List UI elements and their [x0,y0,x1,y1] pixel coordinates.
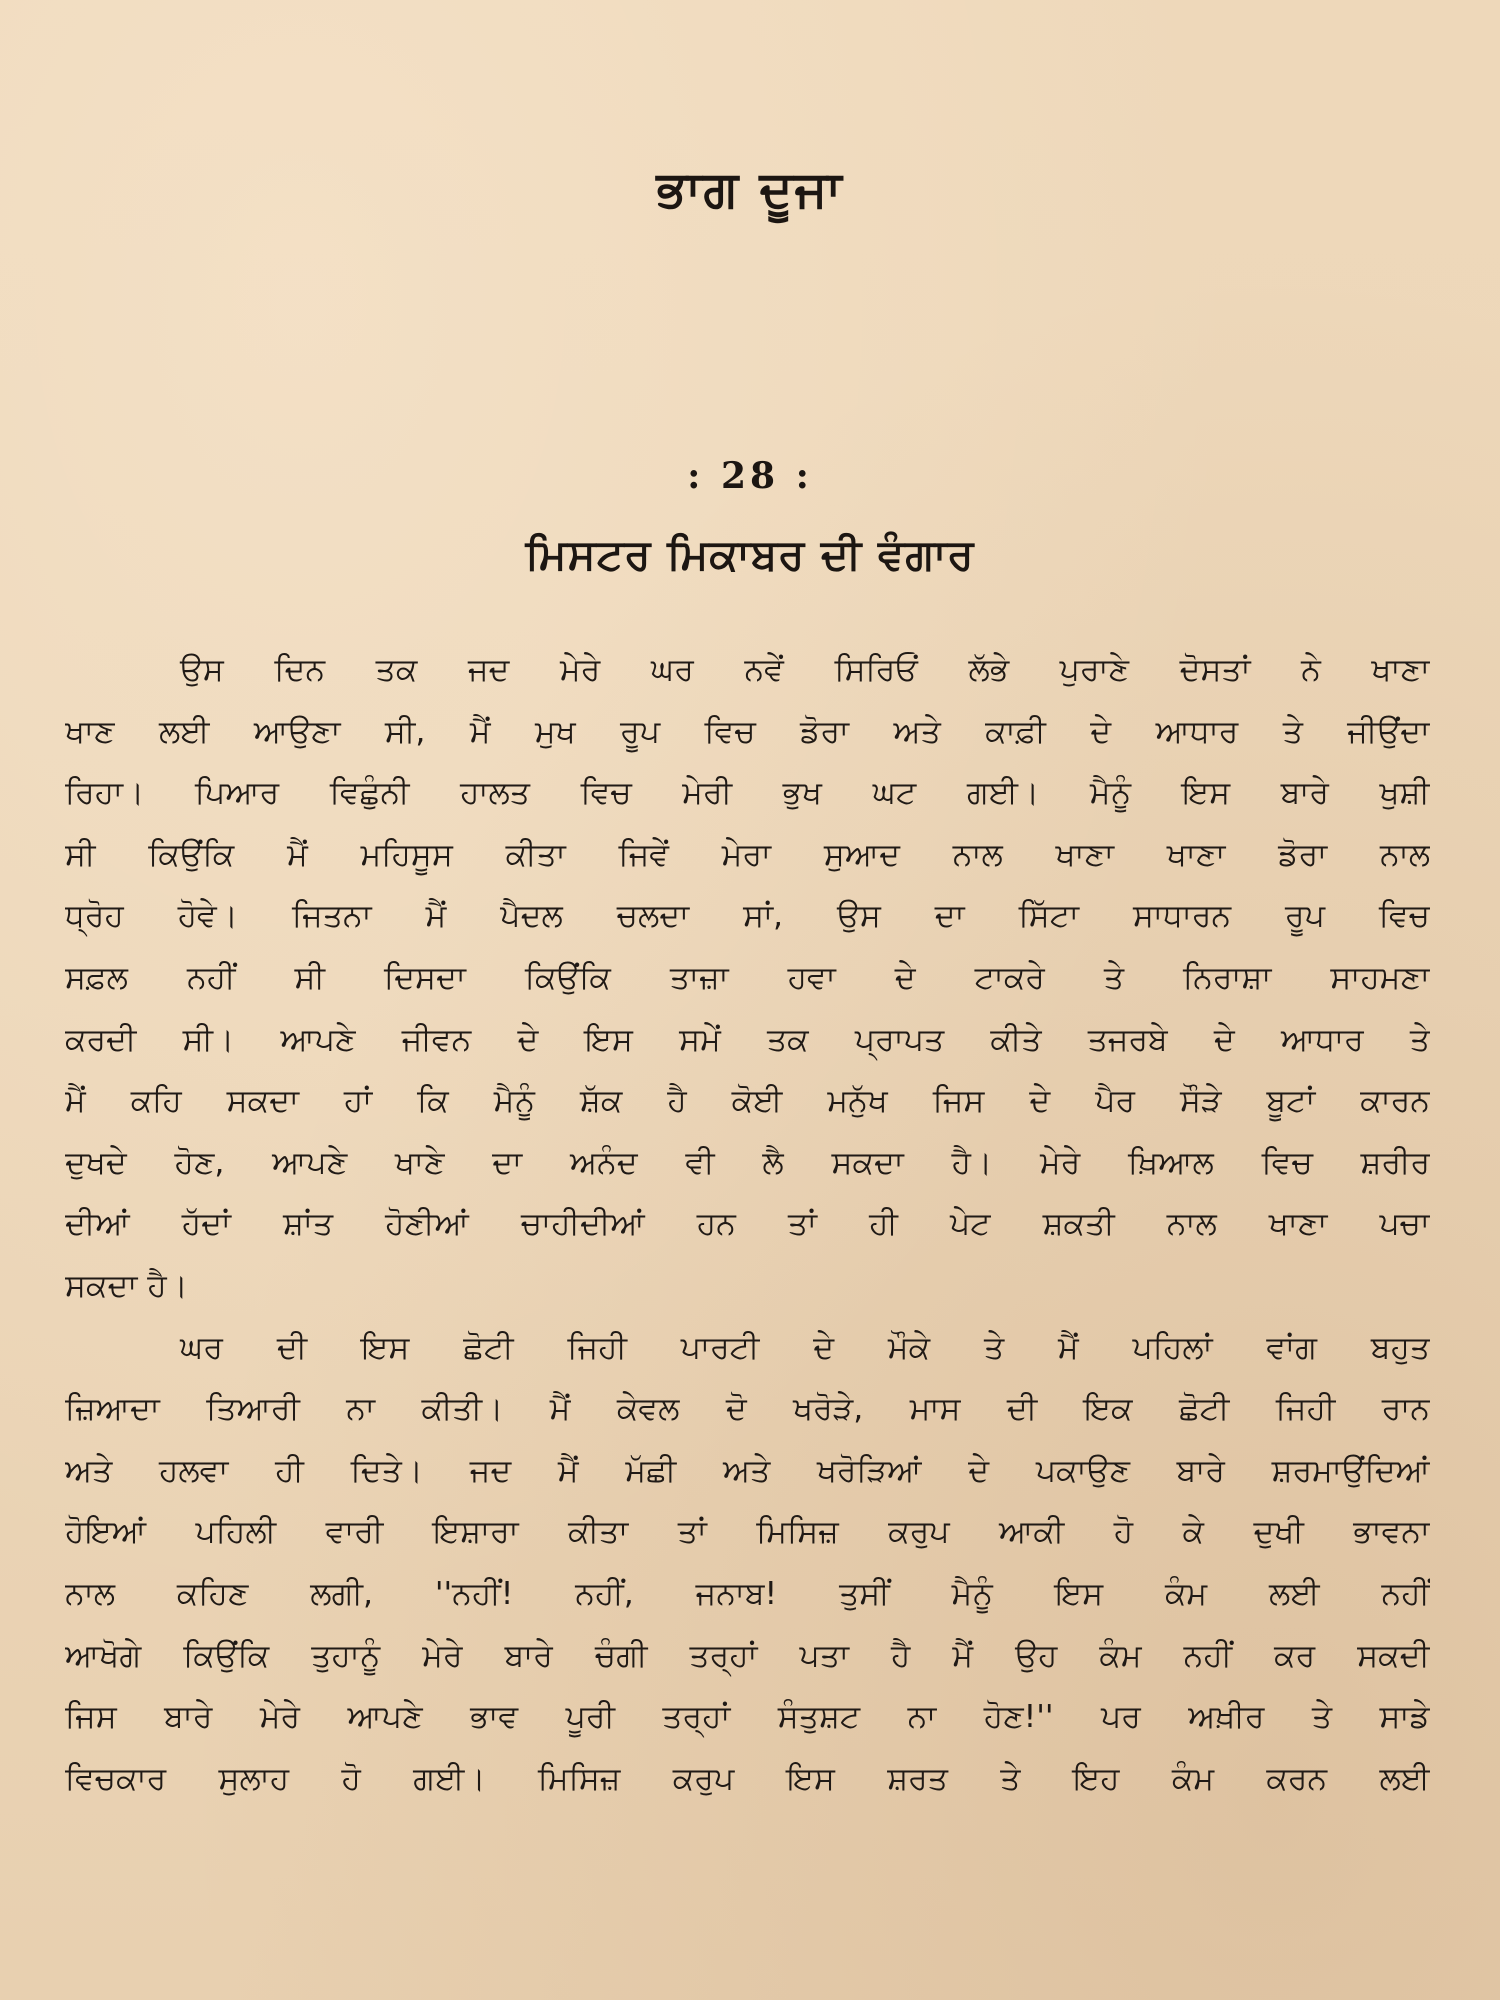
text-line: ਕਰਦੀ ਸੀ। ਆਪਣੇ ਜੀਵਨ ਦੇ ਇਸ ਸਮੇਂ ਤਕ ਪ੍ਰਾਪਤ ਕੀਤੇ ਤਜਰਬੇ ਦੇ ਆਧਾਰ ਤੇ [65,1021,1430,1058]
text-line: ਦੁਖਦੇ ਹੋਣ, ਆਪਣੇ ਖਾਣੇ ਦਾ ਅਨੰਦ ਵੀ ਲੈ ਸਕਦਾ ਹੈ। ਮੇਰੇ ਖ਼ਿਆਲ ਵਿਚ ਸ਼ਰੀਰ [65,1144,1430,1181]
chapter-title: ਮਿਸਟਰ ਮਿਕਾਬਰ ਦੀ ਵੰਗਾਰ [525,530,975,579]
text-line: ਧ੍ਰੋਹ ਹੋਵੇ। ਜਿਤਨਾ ਮੈਂ ਪੈਦਲ ਚਲਦਾ ਸਾਂ, ਉਸ ਦਾ ਸਿੱਟਾ ਸਾਧਾਰਨ ਰੂਪ ਵਿਚ [65,898,1430,935]
text-line: ਉਸ ਦਿਨ ਤਕ ਜਦ ਮੇਰੇ ਘਰ ਨਵੇਂ ਸਿਰਿਓਂ ਲੱਭੇ ਪੁਰਾਣੇ ਦੋਸਤਾਂ ਨੇ ਖਾਣਾ [180,652,1430,688]
text-line: ਅਤੇ ਹਲਵਾ ਹੀ ਦਿਤੇ। ਜਦ ਮੈਂ ਮੱਛੀ ਅਤੇ ਖਰੋੜਿਆਂ ਦੇ ਪਕਾਉਣ ਬਾਰੇ ਸ਼ਰਮਾਉਂਦਿਆਂ [65,1452,1430,1489]
text-line: ਮੈਂ ਕਹਿ ਸਕਦਾ ਹਾਂ ਕਿ ਮੈਨੂੰ ਸ਼ੱਕ ਹੈ ਕੋਈ ਮਨੁੱਖ ਜਿਸ ਦੇ ਪੈਰ ਸੌੜੇ ਬੂਟਾਂ ਕਾਰਨ [65,1083,1430,1120]
text-line: ਜ਼ਿਆਦਾ ਤਿਆਰੀ ਨਾ ਕੀਤੀ। ਮੈਂ ਕੇਵਲ ਦੋ ਖਰੋੜੇ, ਮਾਸ ਦੀ ਇਕ ਛੋਟੀ ਜਿਹੀ ਰਾਨ [65,1391,1430,1428]
text-line: ਸਕਦਾ ਹੈ। [65,1267,188,1304]
text-line: ਖਾਣ ਲਈ ਆਉਣਾ ਸੀ, ਮੈਂ ਮੁਖ ਰੂਪ ਵਿਚ ਡੋਰਾ ਅਤੇ ਕਾਫ਼ੀ ਦੇ ਆਧਾਰ ਤੇ ਜੀਉਂਦਾ [65,713,1430,750]
part-heading: ਭਾਗ ਦੂਜਾ [656,160,844,218]
text-line: ਨਾਲ ਕਹਿਣ ਲਗੀ, ''ਨਹੀਂ! ਨਹੀਂ, ਜਨਾਬ! ਤੁਸੀਂ ਮੈਨੂੰ ਇਸ ਕੰਮ ਲਈ ਨਹੀਂ [65,1575,1430,1612]
text-line: ਜਿਸ ਬਾਰੇ ਮੇਰੇ ਆਪਣੇ ਭਾਵ ਪੂਰੀ ਤਰ੍ਹਾਂ ਸੰਤੁਸ਼ਟ ਨਾ ਹੋਣ!'' ਪਰ ਅਖ਼ੀਰ ਤੇ ਸਾਡੇ [65,1699,1430,1736]
text-line: ਰਿਹਾ। ਪਿਆਰ ਵਿਛੁੰਨੀ ਹਾਲਤ ਵਿਚ ਮੇਰੀ ਭੁਖ ਘਟ ਗਈ। ਮੈਨੂੰ ਇਸ ਬਾਰੇ ਖੁਸ਼ੀ [65,775,1430,812]
text-line: ਹੋਇਆਂ ਪਹਿਲੀ ਵਾਰੀ ਇਸ਼ਾਰਾ ਕੀਤਾ ਤਾਂ ਮਿਸਿਜ਼ ਕਰੁਪ ਆਕੀ ਹੋ ਕੇ ਦੁਖੀ ਭਾਵਨਾ [65,1514,1430,1551]
text-line: ਸਫ਼ਲ ਨਹੀਂ ਸੀ ਦਿਸਦਾ ਕਿਉਂਕਿ ਤਾਜ਼ਾ ਹਵਾ ਦੇ ਟਾਕਰੇ ਤੇ ਨਿਰਾਸ਼ਾ ਸਾਹਮਣਾ [65,959,1430,996]
text-line: ਆਖੋਗੇ ਕਿਉਂਕਿ ਤੁਹਾਨੂੰ ਮੇਰੇ ਬਾਰੇ ਚੰਗੀ ਤਰ੍ਹਾਂ ਪਤਾ ਹੈ ਮੈਂ ਉਹ ਕੰਮ ਨਹੀਂ ਕਰ ਸਕਦੀ [65,1637,1430,1674]
text-line: ਘਰ ਦੀ ਇਸ ਛੋਟੀ ਜਿਹੀ ਪਾਰਟੀ ਦੇ ਮੌਕੇ ਤੇ ਮੈਂ ਪਹਿਲਾਂ ਵਾਂਗ ਬਹੁਤ [180,1329,1430,1366]
text-line: ਦੀਆਂ ਹੱਦਾਂ ਸ਼ਾਂਤ ਹੋਣੀਆਂ ਚਾਹੀਦੀਆਂ ਹਨ ਤਾਂ ਹੀ ਪੇਟ ਸ਼ਕਤੀ ਨਾਲ ਖਾਣਾ ਪਚਾ [65,1206,1430,1243]
text-line: ਸੀ ਕਿਉਂਕਿ ਮੈਂ ਮਹਿਸੂਸ ਕੀਤਾ ਜਿਵੇਂ ਮੇਰਾ ਸੁਆਦ ਨਾਲ ਖਾਣਾ ਖਾਣਾ ਡੋਰਾ ਨਾਲ [65,836,1430,873]
text-line: ਵਿਚਕਾਰ ਸੁਲਾਹ ਹੋ ਗਈ। ਮਿਸਿਜ਼ ਕਰੁਪ ਇਸ ਸ਼ਰਤ ਤੇ ਇਹ ਕੰਮ ਕਰਨ ਲਈ [65,1760,1430,1797]
chapter-number: : 28 : [687,455,813,497]
body-text [65,640,1430,1810]
